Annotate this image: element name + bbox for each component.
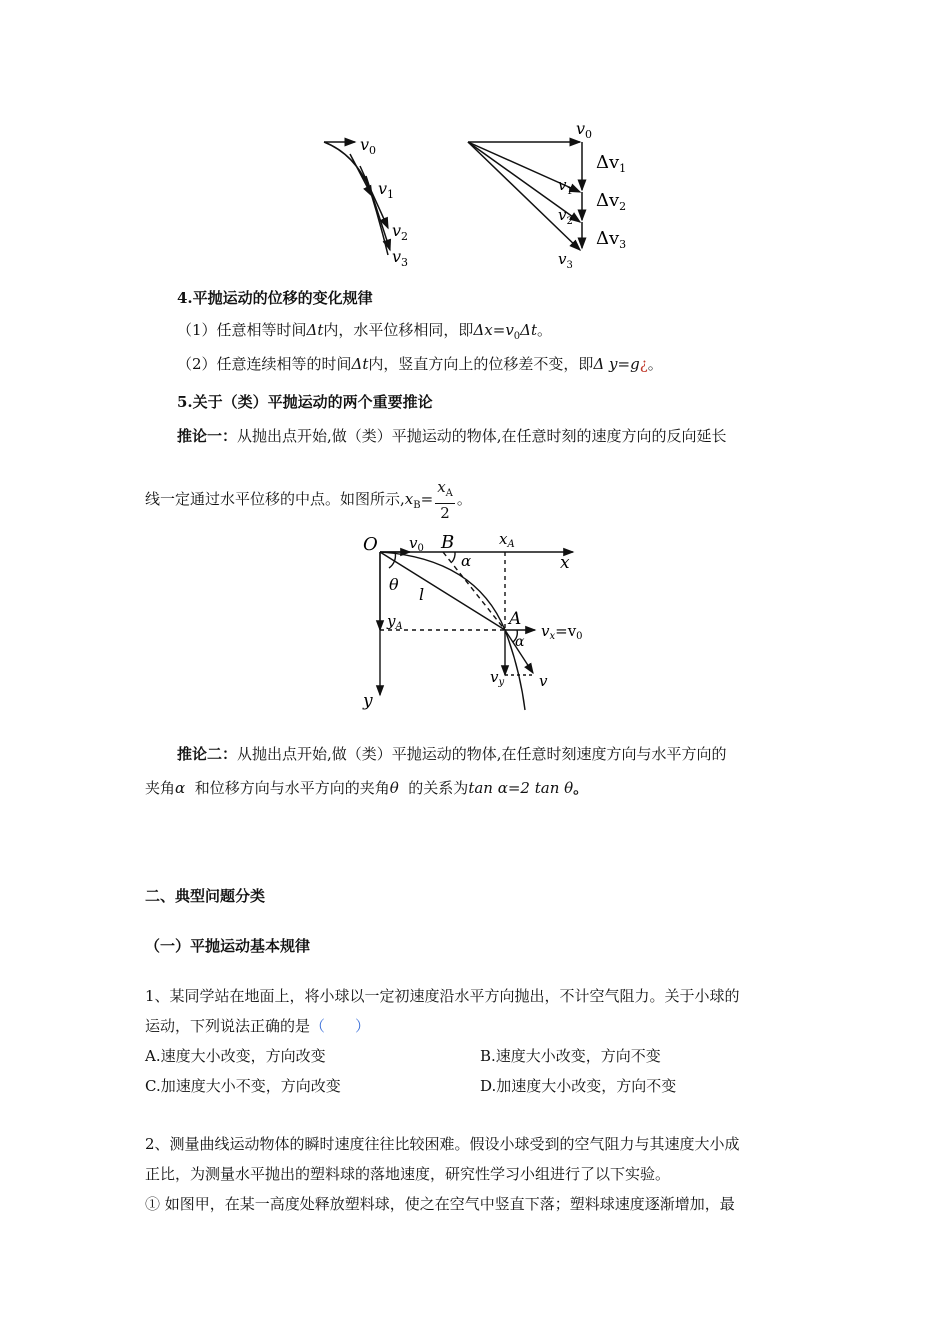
y-axis-label: y xyxy=(363,691,373,711)
svg-text:vx=v0: $v_x=v_0$ xyxy=(541,622,583,642)
left-velocity-sketch xyxy=(324,142,390,255)
right-velocity-triangle xyxy=(468,142,582,250)
question1-line1: 1、某同学站在地面上，将小球以一定初速度沿水平方向抛出，不计空气阻力。关于小球的 xyxy=(145,987,740,1005)
svg-text:yA: $y_A$ xyxy=(387,612,403,632)
svg-text:α: α xyxy=(461,552,472,570)
svg-text:Δv3: $\Delta v_3$ xyxy=(596,228,627,251)
section4-title: 4.平抛运动的位移的变化规律 xyxy=(177,289,373,307)
x-axis-label: x xyxy=(560,553,570,573)
svg-text:vy: $v_y$ xyxy=(490,668,505,688)
svg-text:Δv2: $\Delta v_2$ xyxy=(596,190,627,213)
projectile-diagram xyxy=(355,530,595,715)
option-a[interactable]: A.速度大小改变，方向改变 xyxy=(145,1047,326,1065)
svg-text:v3: $v_3$ xyxy=(558,250,573,271)
svg-text:v2: $v_2$ xyxy=(558,206,573,227)
section4-rule2: （2）任意连续相等的时间Δt内，竖直方向上的位移差不变，即Δ y=g¿。 xyxy=(177,355,663,373)
fraction-xa-over-2: $\frac{x_A}{2}$ xyxy=(437,478,453,522)
inference2-line2: 夹角α 和位移方向与水平方向的夹角θ 的关系为tan α=2 tan θ。 xyxy=(145,779,589,797)
point-b-label: B xyxy=(441,532,455,553)
dv1-label: Δv xyxy=(596,152,620,173)
svg-text:v3: $v_3$ xyxy=(392,247,409,269)
part2-subtitle: （一）平抛运动基本规律 xyxy=(145,937,311,955)
question2-line3: ① 如图甲，在某一高度处释放塑料球，使之在空气中竖直下落；塑料球速度逐渐增加，最 xyxy=(145,1195,735,1213)
svg-text:v2: $v_2$ xyxy=(392,221,409,243)
part2-title: 二、典型问题分类 xyxy=(145,887,266,905)
question1-line2: 运动，下列说法正确的是（ ） xyxy=(145,1017,371,1035)
question2-line1: 2、测量曲线运动物体的瞬时速度往往比较困难。假设小球受到的空气阻力与其速度大小成 xyxy=(145,1135,740,1153)
v1-label: v xyxy=(378,179,388,198)
inference1-line2: 线一定通过水平位移的中点。如图所示$,x_B=$ $\frac{x_A}{2}$ 。 xyxy=(145,478,472,522)
svg-text:Δv1: $\Delta v_1$ xyxy=(596,152,627,175)
option-d[interactable]: D.加速度大小改变，方向不变 xyxy=(480,1077,677,1095)
svg-text:v0: $v_0$ xyxy=(360,135,377,157)
v2-label: v xyxy=(392,221,402,240)
svg-text:v0: $v_0$ xyxy=(409,534,424,554)
inference1-line1: 推论一：从抛出点开始,做（类）平抛运动的物体,在任意时刻的速度方向的反向延长 xyxy=(177,427,727,445)
v0-label: v xyxy=(360,135,370,154)
svg-text:v: v xyxy=(539,672,548,690)
section4-rule1: （1）任意相等时间Δt内，水平位移相同，即$\Delta x=v_0\Delta t$。 xyxy=(177,321,553,342)
option-b[interactable]: B.速度大小改变，方向不变 xyxy=(480,1047,661,1065)
svg-text:α: α xyxy=(515,634,525,650)
svg-text:v0: $v_0$ xyxy=(576,119,593,141)
svg-text:v1: $v_1$ xyxy=(378,179,395,201)
svg-text:xA: $x_A$ xyxy=(499,530,515,550)
svg-text:v1: $v_1$ xyxy=(558,176,573,197)
origin-label: O xyxy=(363,534,378,555)
section5-title: 5.关于（类）平抛运动的两个重要推论 xyxy=(177,393,433,411)
velocity-vector-figure xyxy=(300,110,660,280)
inference2-line1: 推论二：从抛出点开始,做（类）平抛运动的物体,在任意时刻速度方向与水平方向的 xyxy=(177,745,727,763)
point-a-label: A xyxy=(509,609,522,629)
question2-line2: 正比，为测量水平抛出的塑料球的落地速度，研究性学习小组进行了以下实验。 xyxy=(145,1165,671,1183)
v3-label: v xyxy=(392,247,402,266)
displacement-l-label: l xyxy=(419,585,425,604)
answer-parentheses: （ ） xyxy=(310,1017,371,1035)
option-c[interactable]: C.加速度大小不变，方向改变 xyxy=(145,1077,341,1095)
dv3-label: Δv xyxy=(596,228,620,249)
theta-label: θ xyxy=(389,575,399,594)
dv2-label: Δv xyxy=(596,190,620,211)
